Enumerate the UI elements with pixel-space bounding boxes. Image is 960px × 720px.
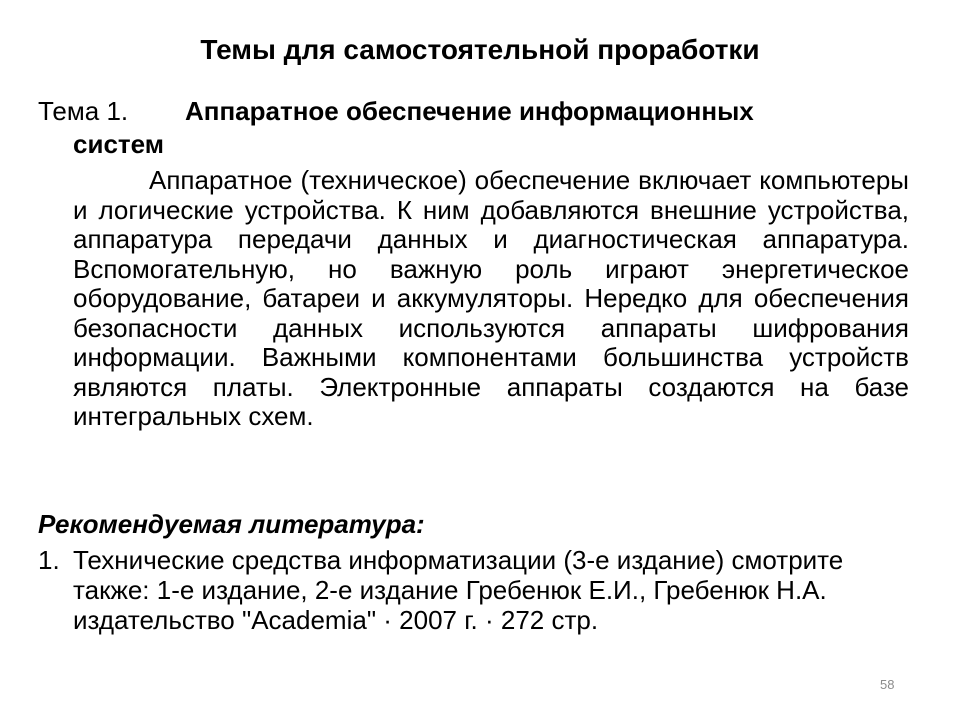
literature-item-number: 1. [38,545,60,575]
topic-number: Тема 1. [38,96,129,126]
topic-heading [38,95,878,161]
literature-heading: Рекомендуемая литература: [38,509,425,539]
literature-item-text: Технические средства информатизации (3-е издание) смотрите также: 1-е издание, 2-е издание Гребенюк Е.И., Гребенюк Н.А. издательство "Academia" · 2007 г. · 272 стр. [73,545,844,635]
page-number: 58 [880,677,895,692]
literature-item [38,545,888,635]
topic-body-paragraph: Аппаратное (техническое) обеспечение включает компьютеры и логические устройства. К ним добавляются внешние устройства, аппаратура передачи данных и диагностическая аппаратура. Вспомогательную, но важную роль играют энергетическое оборудование, батареи и аккумуляторы. Нередко для обеспечения безопасности данных используются аппараты шифрования информации. Важными компонентами большинства устройств являются платы. Электронные аппараты создаются на базе интегральных схем. [73,165,909,431]
topic-first-line [38,95,878,128]
topic-title-line2: систем [73,129,164,159]
topic-title-line1: Аппаратное обеспечение информационных [185,96,754,126]
slide-title: Темы для самостоятельной проработки [200,34,760,65]
